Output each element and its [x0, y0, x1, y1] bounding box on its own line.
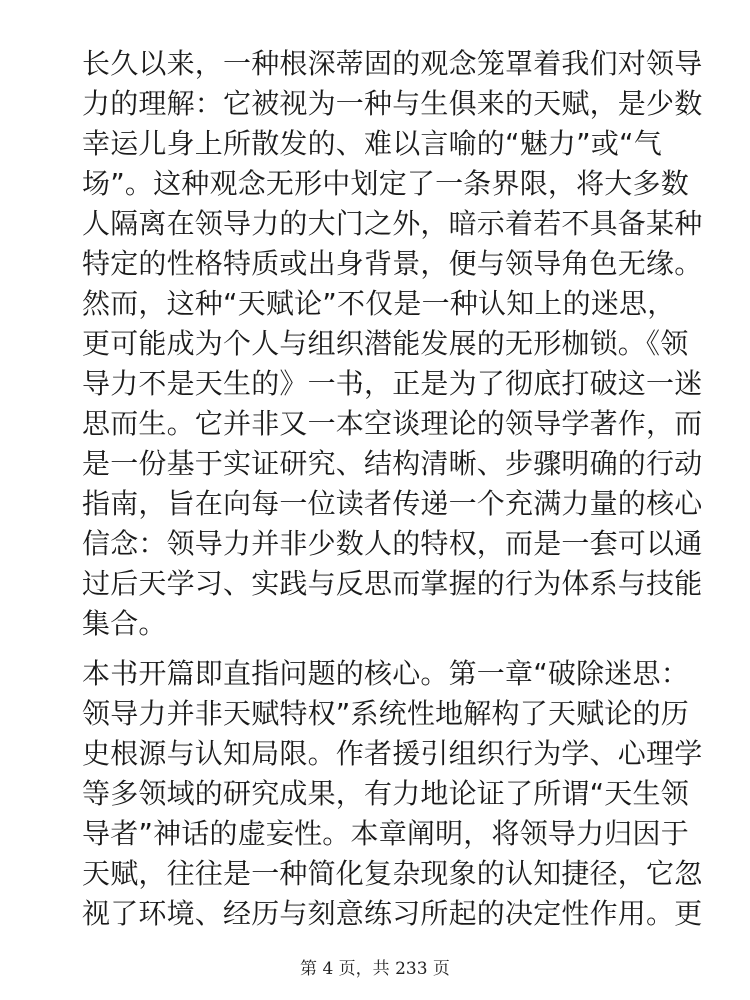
- text-line: 导者”神话的虚妄性。本章阐明，将领导力归因于: [82, 817, 689, 850]
- paragraph-1: [82, 44, 703, 644]
- text-line: 长久以来，一种根深蒂固的观念笼罩着我们对领导: [82, 47, 703, 80]
- text-line: 本书开篇即直指问题的核心。第一章“破除迷思：: [82, 657, 689, 690]
- text-line: 更可能成为个人与组织潜能发展的无形枷锁。《领: [82, 327, 689, 360]
- text-line: 然而，这种“天赋论”不仅是一种认知上的迷思，: [82, 287, 676, 320]
- text-line: 力的理解：它被视为一种与生俱来的天赋，是少数: [82, 87, 703, 120]
- text-line: 集合。: [82, 607, 167, 640]
- paragraph-2: [82, 654, 703, 934]
- text-line: 场”。这种观念无形中划定了一条界限，将大多数: [82, 167, 689, 200]
- text-line: 领导力并非天赋特权”系统性地解构了天赋论的历: [82, 697, 689, 730]
- text-line: 导力不是天生的》一书，正是为了彻底打破这一迷: [82, 367, 703, 400]
- text-line: 天赋，往往是一种简化复杂现象的认知捷径，它忽: [82, 857, 703, 890]
- text-line: 信念：领导力并非少数人的特权，而是一套可以通: [82, 527, 703, 560]
- text-line: 特定的性格特质或出身背景，便与领导角色无缘。: [82, 247, 703, 280]
- text-line: 幸运儿身上所散发的、难以言喻的“魅力”或“气: [82, 127, 662, 160]
- text-line: 是一份基于实证研究、结构清晰、步骤明确的行动: [82, 447, 703, 480]
- text-line: 等多领域的研究成果，有力地论证了所谓“天生领: [82, 777, 689, 810]
- text-line: 人隔离在领导力的大门之外，暗示着若不具备某种: [82, 207, 703, 240]
- text-line: 思而生。它并非又一本空谈理论的领导学著作，而: [82, 407, 703, 440]
- page-number: 第 4 页，共 233 页: [300, 959, 450, 979]
- text-line: 指南，旨在向每一位读者传递一个充满力量的核心: [82, 487, 703, 520]
- text-line: 史根源与认知局限。作者援引组织行为学、心理学: [82, 737, 703, 770]
- text-line: 过后天学习、实践与反思而掌握的行为体系与技能: [82, 567, 703, 600]
- body-text: [82, 44, 703, 934]
- text-line: 视了环境、经历与刻意练习所起的决定性作用。更: [82, 897, 703, 930]
